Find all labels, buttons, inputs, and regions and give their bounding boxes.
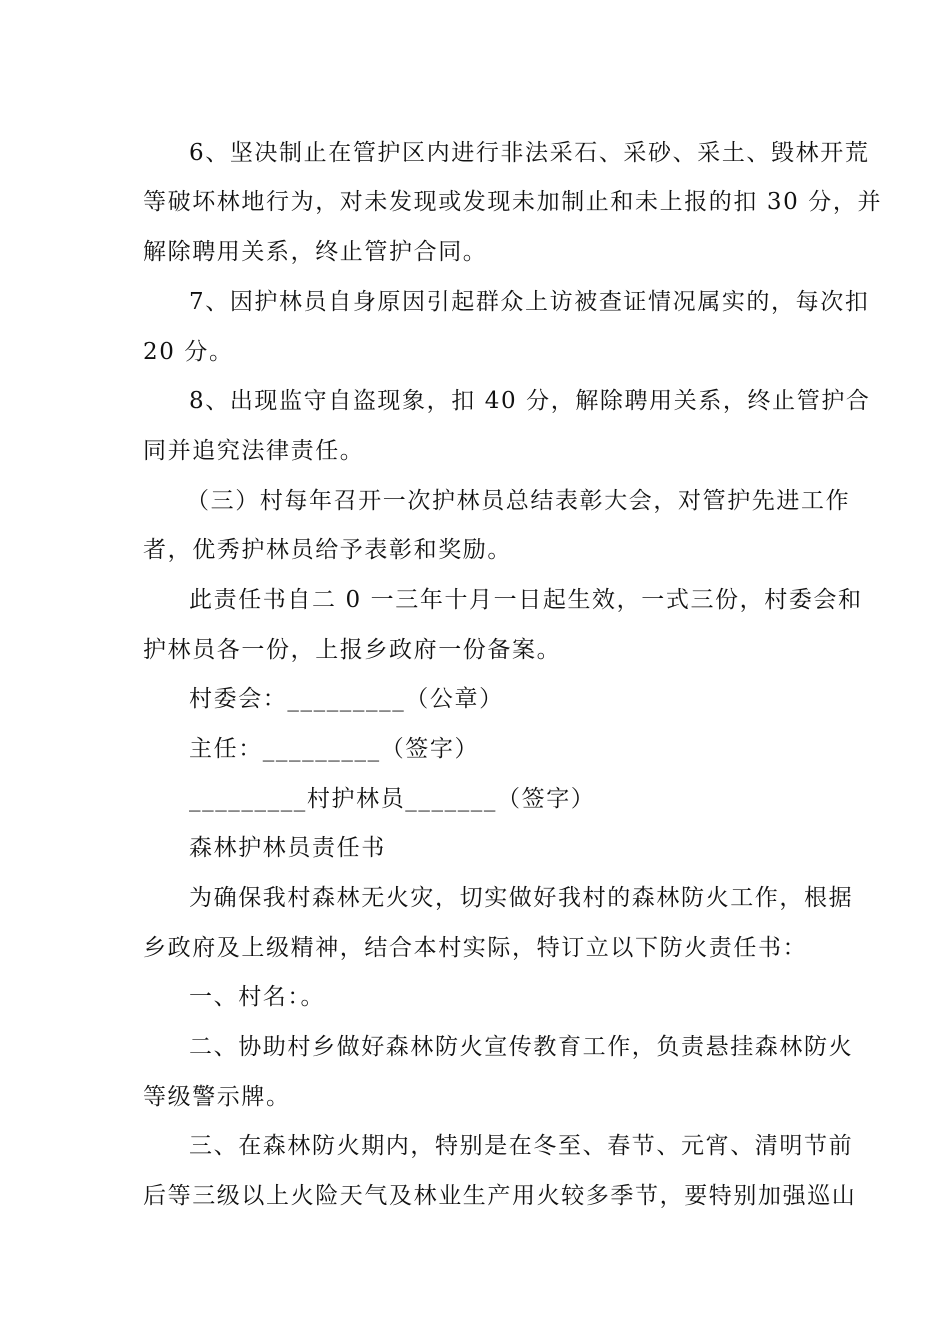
text-line: （三）村每年召开一次护林员总结表彰大会，对管护先进工作 [186, 488, 851, 514]
text-line: 乡政府及上级精神，结合本村实际，特订立以下防火责任书： [143, 935, 808, 961]
section-title: 森林护林员责任书 [189, 835, 386, 861]
text-line: 护林员各一份，上报乡政府一份备案。 [143, 637, 562, 663]
text-line: 等破坏林地行为，对未发现或发现未加制止和未上报的扣 30 分，并 [143, 189, 883, 215]
text-line: 后等三级以上火险天气及林业生产用火较多季节，要特别加强巡山 [143, 1183, 857, 1209]
text-line: 者，优秀护林员给予表彰和奖励。 [143, 537, 512, 563]
text-line: 20 分。 [143, 339, 234, 365]
text-line: 同并追究法律责任。 [143, 438, 365, 464]
text-line: 6、坚决制止在管护区内进行非法采石、采砂、采土、毁林开荒 [189, 140, 870, 166]
text-line: 解除聘用关系，终止管护合同。 [143, 239, 488, 265]
text-line: 此责任书自二 0 一三年十月一日起生效，一式三份，村委会和 [189, 587, 863, 613]
text-line: 一、村名：。 [189, 984, 326, 1010]
text-line: 为确保我村森林无火灾，切实做好我村的森林防火工作，根据 [189, 885, 854, 911]
text-line: 等级警示牌。 [143, 1084, 291, 1110]
text-line: 8、出现监守自盗现象，扣 40 分，解除聘用关系，终止管护合 [189, 388, 871, 414]
text-line: 7、因护林员自身原因引起群众上访被查证情况属实的，每次扣 [189, 289, 870, 315]
text-line: 二、协助村乡做好森林防火宣传教育工作，负责悬挂森林防火 [189, 1034, 854, 1060]
signature-line-committee: 村委会：_________（公章） [189, 686, 504, 712]
signature-line-ranger: _________村护林员_______（签字） [189, 786, 596, 812]
signature-line-director: 主任：_________（签字） [189, 736, 480, 762]
text-line: 三、在森林防火期内，特别是在冬至、春节、元宵、清明节前 [189, 1133, 854, 1159]
